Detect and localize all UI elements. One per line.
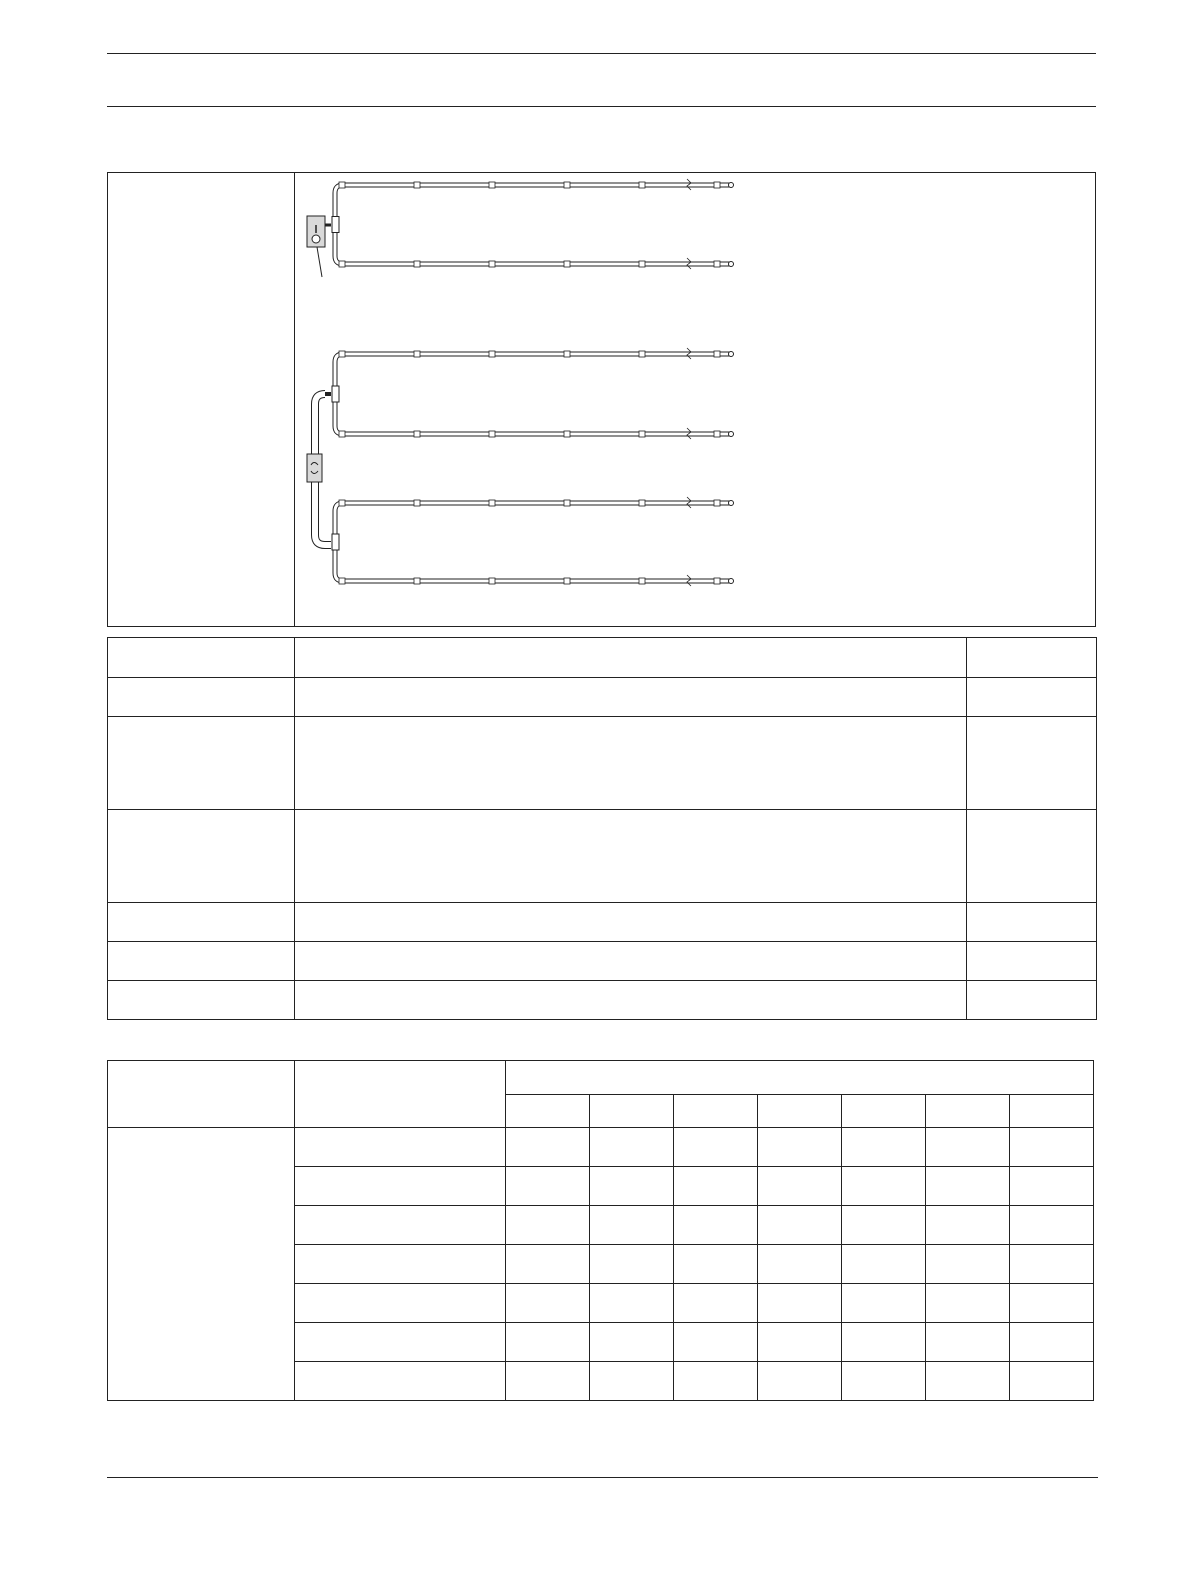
fitting-marker xyxy=(414,261,420,267)
dim-row-name xyxy=(295,1128,506,1167)
spec-row xyxy=(108,717,1097,810)
dim-corner-header xyxy=(108,1061,295,1128)
dim-cell xyxy=(590,1206,674,1245)
spec-description-cell xyxy=(295,903,967,942)
spec-row xyxy=(108,981,1097,1020)
spec-value-cell xyxy=(967,810,1097,903)
dim-row-name xyxy=(295,1167,506,1206)
dim-cell xyxy=(674,1284,758,1323)
spec-label-cell xyxy=(108,638,295,678)
tube-run xyxy=(340,262,730,266)
spec-description-cell xyxy=(295,981,967,1020)
fitting-marker xyxy=(639,500,645,506)
fitting-marker xyxy=(339,578,345,584)
fitting-marker xyxy=(414,182,420,188)
dim-row xyxy=(108,1128,1094,1167)
dim-cell xyxy=(1010,1128,1094,1167)
fitting-marker xyxy=(564,431,570,437)
dim-cell xyxy=(842,1323,926,1362)
dim-column-header xyxy=(926,1095,1010,1128)
dim-column-header xyxy=(758,1095,842,1128)
fitting-marker xyxy=(339,261,345,267)
fitting-marker xyxy=(564,578,570,584)
dim-cell xyxy=(1010,1284,1094,1323)
spec-row xyxy=(108,810,1097,903)
fitting-marker xyxy=(414,500,420,506)
dim-column-header xyxy=(1010,1095,1094,1128)
dim-cell xyxy=(1010,1362,1094,1401)
dim-cell xyxy=(842,1362,926,1401)
fitting-marker xyxy=(639,578,645,584)
spec-description-cell xyxy=(295,810,967,903)
dim-cell xyxy=(842,1128,926,1167)
dim-cell xyxy=(506,1206,590,1245)
spec-label-cell xyxy=(108,903,295,942)
dim-name-header xyxy=(295,1061,506,1128)
spec-row xyxy=(108,903,1097,942)
fitting-marker xyxy=(489,500,495,506)
dim-cell xyxy=(1010,1323,1094,1362)
dim-cell xyxy=(842,1206,926,1245)
dim-cell xyxy=(926,1128,1010,1167)
dim-cell xyxy=(758,1362,842,1401)
spec-label-cell xyxy=(108,942,295,981)
fitting-marker xyxy=(489,261,495,267)
leader-line xyxy=(317,247,322,277)
dim-row-name xyxy=(295,1245,506,1284)
fitting-marker xyxy=(489,182,495,188)
dim-column-header xyxy=(674,1095,758,1128)
spec-description-cell xyxy=(295,678,967,717)
dim-cell xyxy=(674,1206,758,1245)
dim-column-header xyxy=(590,1095,674,1128)
loop-group xyxy=(307,179,734,586)
fitting-marker xyxy=(714,578,720,584)
dim-cell xyxy=(842,1167,926,1206)
dim-cell xyxy=(590,1167,674,1206)
dim-group-header xyxy=(506,1061,1094,1095)
coupler-block xyxy=(307,454,322,482)
tube-end xyxy=(729,579,734,584)
spec-label-cell xyxy=(108,810,295,903)
fitting-marker xyxy=(489,351,495,357)
tee-fitting xyxy=(332,534,339,550)
dim-cell xyxy=(758,1167,842,1206)
fitting-marker xyxy=(639,351,645,357)
spec-value-cell xyxy=(967,717,1097,810)
spec-label-cell xyxy=(108,678,295,717)
fitting-marker xyxy=(639,431,645,437)
diagram-label-cell xyxy=(108,173,295,626)
fitting-marker xyxy=(639,182,645,188)
tube-end xyxy=(729,183,734,188)
fitting-marker xyxy=(714,351,720,357)
manifold-port xyxy=(312,235,320,243)
dim-column-header xyxy=(506,1095,590,1128)
dim-cell xyxy=(506,1128,590,1167)
dim-cell xyxy=(758,1323,842,1362)
tube-end xyxy=(729,501,734,506)
dim-cell xyxy=(926,1284,1010,1323)
dim-cell xyxy=(674,1362,758,1401)
fitting-marker xyxy=(339,431,345,437)
dim-row-name xyxy=(295,1206,506,1245)
tube-end xyxy=(729,262,734,267)
fitting-marker xyxy=(714,500,720,506)
fitting-marker xyxy=(564,182,570,188)
fitting-marker xyxy=(714,261,720,267)
dim-cell xyxy=(758,1284,842,1323)
dim-cell xyxy=(674,1167,758,1206)
spec-description-cell xyxy=(295,717,967,810)
dim-row-name xyxy=(295,1323,506,1362)
fitting-marker xyxy=(489,578,495,584)
fitting-marker xyxy=(714,182,720,188)
dim-cell xyxy=(926,1167,1010,1206)
tee-fitting xyxy=(332,217,339,233)
dim-cell xyxy=(758,1206,842,1245)
spec-row xyxy=(108,678,1097,717)
dim-cell xyxy=(926,1323,1010,1362)
fitting-marker xyxy=(339,351,345,357)
footer-rule xyxy=(107,1477,1098,1478)
spec-value-cell xyxy=(967,942,1097,981)
spec-row xyxy=(108,638,1097,678)
fitting-marker xyxy=(639,261,645,267)
dim-cell xyxy=(1010,1167,1094,1206)
dim-cell xyxy=(590,1245,674,1284)
tube-end xyxy=(729,352,734,357)
spec-value-cell xyxy=(967,678,1097,717)
dim-row-name xyxy=(295,1284,506,1323)
pipe-loop-diagram xyxy=(295,173,1095,626)
dim-cell xyxy=(590,1128,674,1167)
dim-cell xyxy=(506,1284,590,1323)
dim-cell xyxy=(926,1362,1010,1401)
spec-label-cell xyxy=(108,981,295,1020)
tube-run xyxy=(340,352,730,356)
fitting-marker xyxy=(414,431,420,437)
dim-cell xyxy=(842,1284,926,1323)
dim-cell xyxy=(674,1323,758,1362)
specification-table xyxy=(107,637,1097,1020)
fitting-marker xyxy=(564,261,570,267)
dim-cell xyxy=(674,1128,758,1167)
dim-cell xyxy=(506,1245,590,1284)
tube-run xyxy=(340,432,730,436)
tube-run xyxy=(340,183,730,187)
dim-cell xyxy=(926,1245,1010,1284)
fitting-marker xyxy=(564,351,570,357)
spec-label-cell xyxy=(108,717,295,810)
fitting-marker xyxy=(339,182,345,188)
dim-cell xyxy=(590,1362,674,1401)
spec-description-cell xyxy=(295,638,967,678)
fitting-marker xyxy=(414,578,420,584)
fitting-marker xyxy=(489,431,495,437)
spec-description-cell xyxy=(295,942,967,981)
dim-cell xyxy=(758,1128,842,1167)
dim-cell xyxy=(590,1323,674,1362)
dim-column-header xyxy=(842,1095,926,1128)
fitting-marker xyxy=(564,500,570,506)
dimension-table xyxy=(107,1060,1094,1401)
dim-cell xyxy=(758,1245,842,1284)
diagram-panel xyxy=(107,172,1096,627)
spec-row xyxy=(108,942,1097,981)
tube-run xyxy=(340,579,730,583)
spec-value-cell xyxy=(967,638,1097,678)
header-rule-top xyxy=(107,53,1096,54)
spec-value-cell xyxy=(967,981,1097,1020)
fitting-marker xyxy=(339,500,345,506)
dim-cell xyxy=(842,1245,926,1284)
dim-cell xyxy=(1010,1245,1094,1284)
dim-cell xyxy=(506,1323,590,1362)
tee-fitting xyxy=(332,386,339,402)
dim-row-name xyxy=(295,1362,506,1401)
fitting-marker xyxy=(414,351,420,357)
dim-row-group-label xyxy=(108,1128,295,1401)
dim-cell xyxy=(506,1167,590,1206)
dim-cell xyxy=(1010,1206,1094,1245)
tube-run xyxy=(340,501,730,505)
dim-cell xyxy=(926,1206,1010,1245)
tube-end xyxy=(729,432,734,437)
spec-value-cell xyxy=(967,903,1097,942)
fitting-marker xyxy=(714,431,720,437)
dim-cell xyxy=(590,1284,674,1323)
dim-cell xyxy=(506,1362,590,1401)
header-rule-bottom xyxy=(107,106,1096,107)
dim-cell xyxy=(674,1245,758,1284)
